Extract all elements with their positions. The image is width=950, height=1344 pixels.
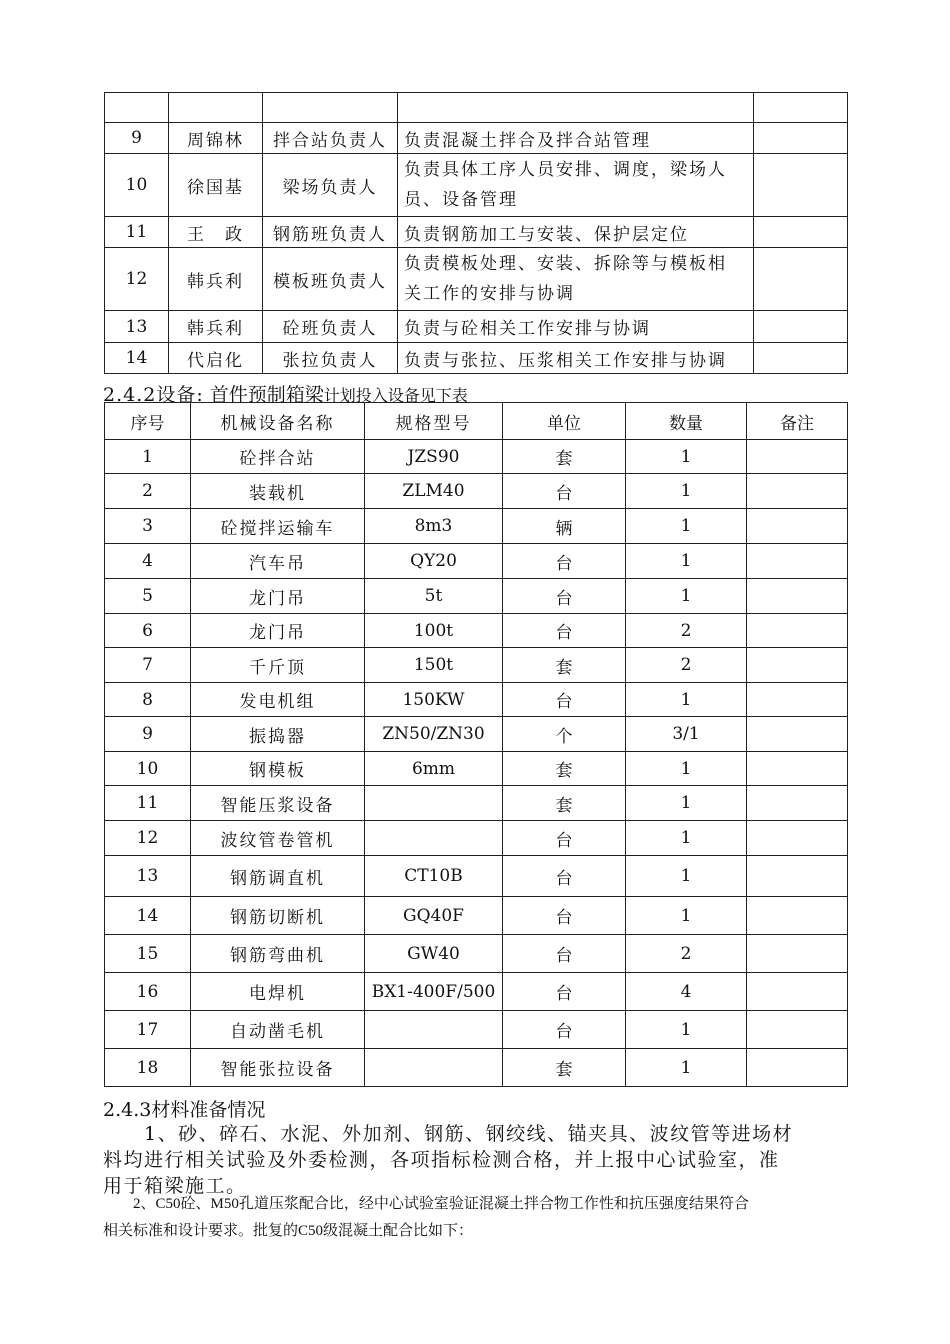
- table-row: [105, 1049, 848, 1087]
- equipment-name: 钢筋调直机: [191, 856, 365, 897]
- equipment-unit: 台: [503, 579, 626, 614]
- equipment-model: [365, 821, 503, 856]
- equipment-name: 龙门吊: [191, 579, 365, 614]
- equipment-model: QY20: [365, 544, 503, 579]
- equipment-unit: 套: [503, 1049, 626, 1087]
- staff-role: 梁场负责人: [263, 154, 398, 217]
- equipment-note: [747, 856, 848, 897]
- equipment-unit: 台: [503, 856, 626, 897]
- equipment-unit: 台: [503, 897, 626, 935]
- equipment-no: 16: [105, 973, 191, 1011]
- staff-responsibility-table: [104, 92, 848, 374]
- equipment-model: BX1-400F/500: [365, 973, 503, 1011]
- equipment-note: [747, 1011, 848, 1049]
- equipment-quantity: 4: [626, 973, 747, 1011]
- section-number: 2.4.2设备:: [103, 384, 204, 406]
- table-row: [105, 935, 848, 973]
- table-row: [105, 123, 848, 154]
- staff-duty-line: 负责具体工序人员安排、调度，梁场人: [404, 160, 727, 180]
- equipment-note: [747, 897, 848, 935]
- equipment-no: 14: [105, 897, 191, 935]
- equipment-model: ZLM40: [365, 474, 503, 509]
- equipment-unit: 台: [503, 1011, 626, 1049]
- equipment-name: 汽车吊: [191, 544, 365, 579]
- equipment-unit: 套: [503, 648, 626, 683]
- staff-note: [754, 248, 848, 311]
- staff-no: 9: [105, 123, 169, 154]
- equipment-no: 11: [105, 786, 191, 821]
- equipment-name: 波纹管卷管机: [191, 821, 365, 856]
- paragraph-line: 相关标准和设计要求。批复的C50级混凝土配合比如下：: [103, 1223, 474, 1239]
- column-header: 数量: [626, 403, 747, 440]
- staff-no: 14: [105, 343, 169, 374]
- table-row: [105, 154, 848, 217]
- column-header: 序号: [105, 403, 191, 440]
- table-row: [105, 856, 848, 897]
- table-row: [105, 343, 848, 374]
- equipment-quantity: 1: [626, 683, 747, 717]
- equipment-model: 100t: [365, 614, 503, 648]
- equipment-unit: 台: [503, 474, 626, 509]
- column-header: 规格型号: [365, 403, 503, 440]
- staff-no: 10: [105, 154, 169, 217]
- equipment-note: [747, 973, 848, 1011]
- staff-name: [169, 93, 263, 123]
- staff-note: [754, 343, 848, 374]
- equipment-no: 1: [105, 440, 191, 474]
- equipment-note: [747, 786, 848, 821]
- equipment-no: 7: [105, 648, 191, 683]
- paragraph-line: 1、砂、碎石、水泥、外加剂、钢筋、钢绞线、锚夹具、波纹管等进场材: [103, 1123, 794, 1145]
- equipment-unit: 套: [503, 440, 626, 474]
- equipment-quantity: 1: [626, 786, 747, 821]
- staff-duty: 负责钢筋加工与安装、保护层定位: [398, 217, 754, 248]
- staff-duty: 负责与张拉、压浆相关工作安排与协调: [398, 343, 754, 374]
- equipment-quantity: 3/1: [626, 717, 747, 752]
- table-row: [105, 440, 848, 474]
- table-row: [105, 579, 848, 614]
- equipment-name: 智能张拉设备: [191, 1049, 365, 1087]
- column-header: 单位: [503, 403, 626, 440]
- equipment-quantity: 2: [626, 614, 747, 648]
- table-row: [105, 717, 848, 752]
- column-header: 机械设备名称: [191, 403, 365, 440]
- table-row: [105, 786, 848, 821]
- equipment-table-body: [105, 403, 848, 1087]
- section-title: 首件预制箱梁: [203, 384, 324, 406]
- staff-name: 王 政: [169, 217, 263, 248]
- staff-duty-line: 关工作的安排与协调: [404, 284, 575, 304]
- table-row: [105, 752, 848, 786]
- equipment-quantity: 1: [626, 752, 747, 786]
- equipment-quantity: 1: [626, 509, 747, 544]
- equipment-name: 振捣器: [191, 717, 365, 752]
- staff-role: 钢筋班负责人: [263, 217, 398, 248]
- table-row: [105, 1011, 848, 1049]
- equipment-model: JZS90: [365, 440, 503, 474]
- equipment-name: 智能压浆设备: [191, 786, 365, 821]
- equipment-note: [747, 474, 848, 509]
- table-row: [105, 248, 848, 311]
- equipment-quantity: 1: [626, 474, 747, 509]
- equipment-note: [747, 821, 848, 856]
- equipment-no: 10: [105, 752, 191, 786]
- paragraph-line: 2、C50砼、M50孔道压浆配合比，经中心试验室验证混凝土拌合物工作性和抗压强度结果符合: [103, 1196, 749, 1212]
- section-title: 2.4.3材料准备情况: [103, 1099, 266, 1121]
- equipment-table: [104, 402, 848, 1087]
- staff-no: [105, 93, 169, 123]
- equipment-model: 5t: [365, 579, 503, 614]
- equipment-model: CT10B: [365, 856, 503, 897]
- equipment-model: 8m3: [365, 509, 503, 544]
- table-row: [105, 614, 848, 648]
- equipment-no: 5: [105, 579, 191, 614]
- table-row: [105, 973, 848, 1011]
- section-heading-materials: [103, 1095, 265, 1122]
- equipment-name: 钢筋切断机: [191, 897, 365, 935]
- equipment-no: 8: [105, 683, 191, 717]
- table-row: [105, 509, 848, 544]
- equipment-note: [747, 648, 848, 683]
- equipment-quantity: 1: [626, 579, 747, 614]
- staff-name: 韩兵利: [169, 248, 263, 311]
- staff-no: 12: [105, 248, 169, 311]
- equipment-model: [365, 786, 503, 821]
- equipment-no: 12: [105, 821, 191, 856]
- equipment-note: [747, 683, 848, 717]
- equipment-name: 砼拌合站: [191, 440, 365, 474]
- paragraph-line: 料均进行相关试验及外委检测，各项指标检测合格，并上报中心试验室，准: [103, 1149, 780, 1171]
- paragraph-mix-ratio: [103, 1191, 847, 1245]
- equipment-no: 15: [105, 935, 191, 973]
- staff-name: 徐国基: [169, 154, 263, 217]
- equipment-quantity: 1: [626, 821, 747, 856]
- equipment-quantity: 1: [626, 1011, 747, 1049]
- table-header-row: [105, 403, 848, 440]
- equipment-name: 钢筋弯曲机: [191, 935, 365, 973]
- paragraph-materials-testing: [103, 1121, 847, 1199]
- staff-note: [754, 217, 848, 248]
- equipment-unit: 辆: [503, 509, 626, 544]
- equipment-unit: 台: [503, 614, 626, 648]
- equipment-name: 自动凿毛机: [191, 1011, 365, 1049]
- equipment-no: 18: [105, 1049, 191, 1087]
- section-subtitle: 计划投入设备见下表: [323, 386, 468, 405]
- equipment-unit: 台: [503, 683, 626, 717]
- staff-duty: 负责混凝土拌合及拌合站管理: [398, 123, 754, 154]
- equipment-quantity: 1: [626, 544, 747, 579]
- staff-name: 周锦林: [169, 123, 263, 154]
- equipment-no: 9: [105, 717, 191, 752]
- staff-role: 模板班负责人: [263, 248, 398, 311]
- staff-role: 拌合站负责人: [263, 123, 398, 154]
- equipment-name: 发电机组: [191, 683, 365, 717]
- equipment-unit: 台: [503, 935, 626, 973]
- paragraph-line: 用于箱梁施工。: [103, 1175, 247, 1197]
- column-header: 备注: [747, 403, 848, 440]
- equipment-no: 13: [105, 856, 191, 897]
- staff-name: 代启化: [169, 343, 263, 374]
- staff-role: 张拉负责人: [263, 343, 398, 374]
- table-row: [105, 544, 848, 579]
- equipment-note: [747, 509, 848, 544]
- staff-no: 11: [105, 217, 169, 248]
- equipment-note: [747, 935, 848, 973]
- equipment-note: [747, 717, 848, 752]
- equipment-model: [365, 1049, 503, 1087]
- table-row: [105, 683, 848, 717]
- table-row: [105, 311, 848, 343]
- equipment-note: [747, 579, 848, 614]
- staff-duty: [398, 248, 754, 311]
- staff-note: [754, 154, 848, 217]
- equipment-no: 3: [105, 509, 191, 544]
- equipment-name: 电焊机: [191, 973, 365, 1011]
- staff-name: 韩兵利: [169, 311, 263, 343]
- staff-duty-line: 员、设备管理: [404, 190, 518, 210]
- equipment-note: [747, 544, 848, 579]
- equipment-model: 150t: [365, 648, 503, 683]
- equipment-unit: 台: [503, 973, 626, 1011]
- equipment-no: 4: [105, 544, 191, 579]
- table-row: [105, 648, 848, 683]
- equipment-quantity: 2: [626, 648, 747, 683]
- equipment-note: [747, 752, 848, 786]
- staff-note: [754, 93, 848, 123]
- staff-note: [754, 123, 848, 154]
- equipment-model: GQ40F: [365, 897, 503, 935]
- staff-role: 砼班负责人: [263, 311, 398, 343]
- equipment-name: 龙门吊: [191, 614, 365, 648]
- equipment-name: 钢模板: [191, 752, 365, 786]
- equipment-no: 2: [105, 474, 191, 509]
- equipment-name: 砼搅拌运输车: [191, 509, 365, 544]
- equipment-unit: 个: [503, 717, 626, 752]
- staff-duty: 负责与砼相关工作安排与协调: [398, 311, 754, 343]
- equipment-no: 17: [105, 1011, 191, 1049]
- table-row: [105, 821, 848, 856]
- equipment-unit: 套: [503, 752, 626, 786]
- staff-duty-line: 负责模板处理、安装、拆除等与模板相: [404, 254, 727, 274]
- equipment-model: [365, 1011, 503, 1049]
- staff-duty: [398, 154, 754, 217]
- equipment-unit: 套: [503, 786, 626, 821]
- equipment-model: 150KW: [365, 683, 503, 717]
- table-row: [105, 93, 848, 123]
- equipment-model: ZN50/ZN30: [365, 717, 503, 752]
- equipment-quantity: 1: [626, 1049, 747, 1087]
- equipment-quantity: 1: [626, 897, 747, 935]
- equipment-name: 千斤顶: [191, 648, 365, 683]
- staff-role: [263, 93, 398, 123]
- staff-duty: [398, 93, 754, 123]
- table-row: [105, 474, 848, 509]
- equipment-quantity: 2: [626, 935, 747, 973]
- equipment-model: 6mm: [365, 752, 503, 786]
- table-row: [105, 217, 848, 248]
- equipment-quantity: 1: [626, 856, 747, 897]
- equipment-name: 装载机: [191, 474, 365, 509]
- equipment-unit: 台: [503, 544, 626, 579]
- equipment-model: GW40: [365, 935, 503, 973]
- staff-no: 13: [105, 311, 169, 343]
- table-row: [105, 897, 848, 935]
- equipment-quantity: 1: [626, 440, 747, 474]
- equipment-no: 6: [105, 614, 191, 648]
- equipment-note: [747, 1049, 848, 1087]
- equipment-note: [747, 614, 848, 648]
- equipment-note: [747, 440, 848, 474]
- equipment-unit: 台: [503, 821, 626, 856]
- staff-note: [754, 311, 848, 343]
